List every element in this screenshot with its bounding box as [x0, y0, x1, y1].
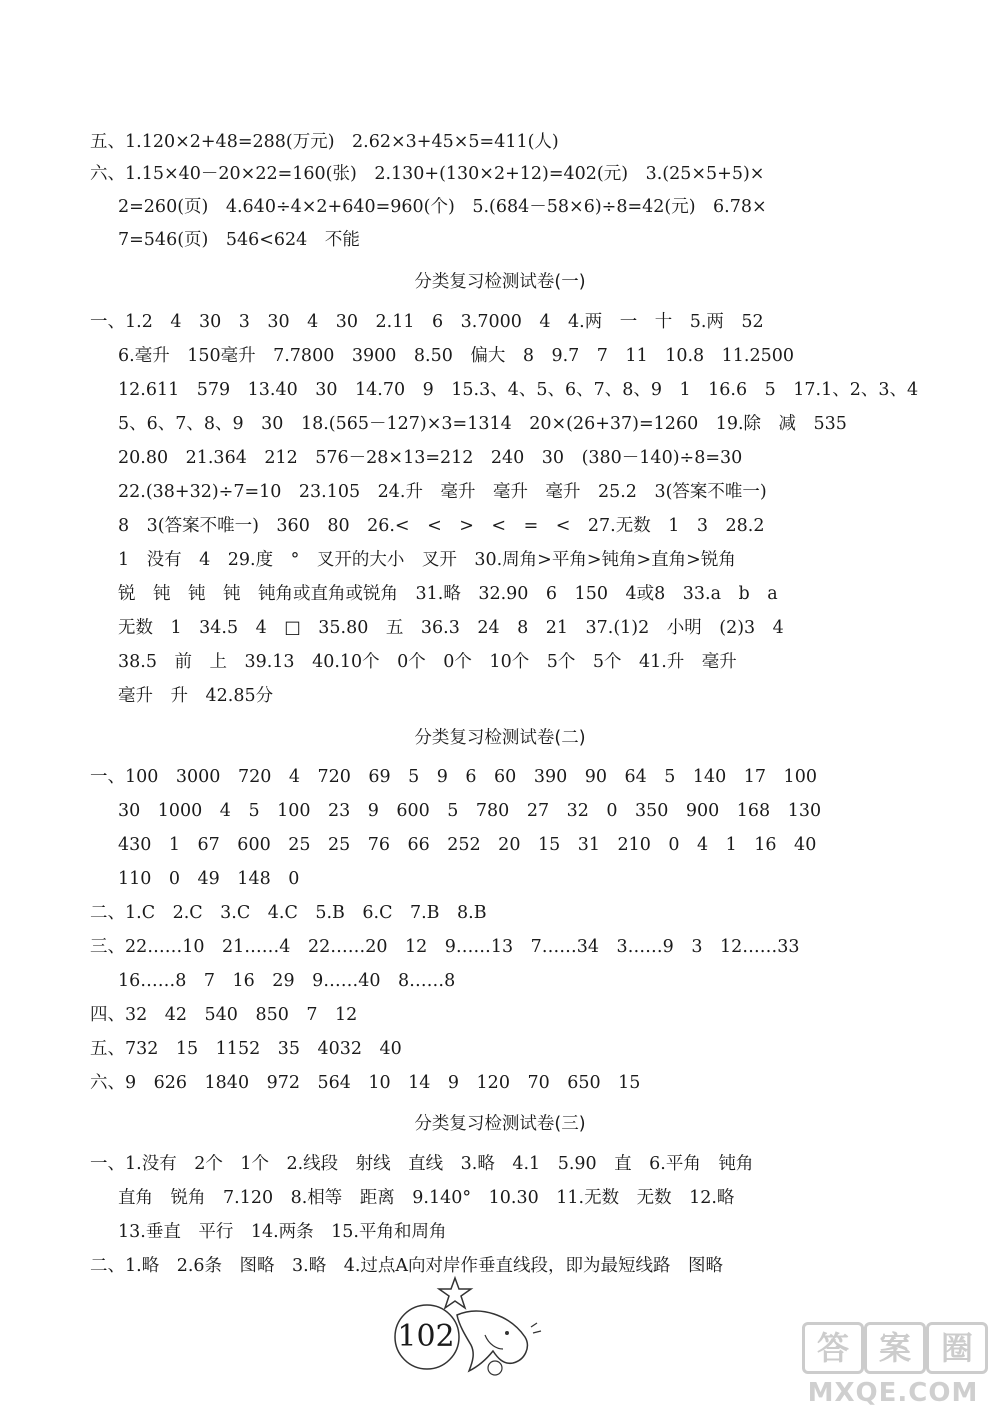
answer-line: 13.垂直 平行 14.两条 15.平角和周角: [118, 1222, 447, 1242]
answer-line: 22.(38+32)÷7=10 23.105 24.升 毫升 毫升 毫升 25.2 3(答案不唯一): [118, 482, 767, 502]
watermark-logo: [798, 1322, 988, 1408]
answer-line: 1 没有 4 29.度 ° 叉开的大小 叉开 30.周角>平角>钝角>直角>锐角: [118, 550, 736, 570]
answer-line: 一、100 3000 720 4 720 69 5 9 6 60 390 90 64 5 140 17 100: [90, 767, 817, 787]
answer-line: 8 3(答案不唯一) 360 80 26.< < > < = < 27.无数 1 3 28.2: [118, 516, 765, 536]
answer-line-wu: 五、1.120×2+48=288(万元) 2.62×3+45×5=411(人): [90, 132, 559, 152]
answer-line-liu-3: 7=546(页) 546<624 不能: [118, 230, 360, 250]
answer-line: 无数 1 34.5 4 □ 35.80 五 36.3 24 8 21 37.(1)2 小明 (2)3 4: [118, 618, 784, 638]
answer-line-liu-1: 六、1.15×40－20×22=160(张) 2.130+(130×2+12)=402(元) 3.(25×5+5)×: [90, 164, 765, 184]
answer-line: 110 0 49 148 0: [118, 869, 300, 889]
section-title-test-3: 分类复习检测试卷(三): [414, 1114, 586, 1134]
answer-line: 38.5 前 上 39.13 40.10个 0个 0个 10个 5个 5个 41.升 毫升: [118, 652, 737, 672]
answer-line: 20.80 21.364 212 576－28×13=212 240 30 (380－140)÷8=30: [118, 448, 743, 468]
answer-line: 16……8 7 16 29 9……40 8……8: [118, 971, 456, 991]
answer-line: 锐 钝 钝 钝 钝角或直角或锐角 31.略 32.90 6 150 4或8 33.a b a: [118, 584, 778, 604]
answer-line: 一、1.没有 2个 1个 2.线段 射线 直线 3.略 4.1 5.90 直 6.平角 钝角: [90, 1154, 754, 1174]
answer-line: 二、1.C 2.C 3.C 4.C 5.B 6.C 7.B 8.B: [90, 903, 487, 923]
section-title-test-1: 分类复习检测试卷(一): [414, 272, 586, 292]
answer-line: 5、6、7、8、9 30 18.(565－127)×3=1314 20×(26+37)=1260 19.除 减 535: [118, 414, 847, 434]
answer-line: 12.611 579 13.40 30 14.70 9 15.3、4、5、6、7、8、9 1 16.6 5 17.1、2、3、4: [118, 380, 919, 400]
page-number: 102: [397, 1319, 455, 1354]
answer-line: 二、1.略 2.6条 图略 3.略 4.过点A向对岸作垂直线段，即为最短线路 图略: [90, 1256, 724, 1276]
answer-line: 30 1000 4 5 100 23 9 600 5 780 27 32 0 350 900 168 130: [118, 801, 822, 821]
answer-line-liu-2: 2=260(页) 4.640÷4×2+640=960(个) 5.(684－58×6)÷8=42(元) 6.78×: [118, 197, 767, 217]
watermark-char: 答: [802, 1322, 864, 1374]
answer-line: 直角 锐角 7.120 8.相等 距离 9.140° 10.30 11.无数 无数 12.略: [118, 1188, 735, 1208]
watermark-url: MXQE.COM: [807, 1378, 979, 1408]
answer-line: 四、32 42 540 850 7 12: [90, 1005, 358, 1025]
answer-line: 一、1.2 4 30 3 30 4 30 2.11 6 3.7000 4 4.两 一 十 5.两 52: [90, 312, 764, 332]
answer-line: 五、732 15 1152 35 4032 40: [90, 1039, 402, 1059]
watermark-char: 圈: [926, 1322, 988, 1374]
answer-line: 6.毫升 150毫升 7.7800 3900 8.50 偏大 8 9.7 7 11 10.8 11.2500: [118, 346, 795, 366]
answer-line: 六、9 626 1840 972 564 10 14 9 120 70 650 15: [90, 1073, 641, 1093]
answer-line: 430 1 67 600 25 25 76 66 252 20 15 31 210 0 4 1 16 40: [118, 835, 817, 855]
watermark-char: 案: [864, 1322, 926, 1374]
answer-line: 三、22……10 21……4 22……20 12 9……13 7……34 3……9 3 12……33: [90, 937, 800, 957]
answer-line: 毫升 升 42.85分: [118, 686, 274, 706]
section-title-test-2: 分类复习检测试卷(二): [414, 728, 586, 748]
